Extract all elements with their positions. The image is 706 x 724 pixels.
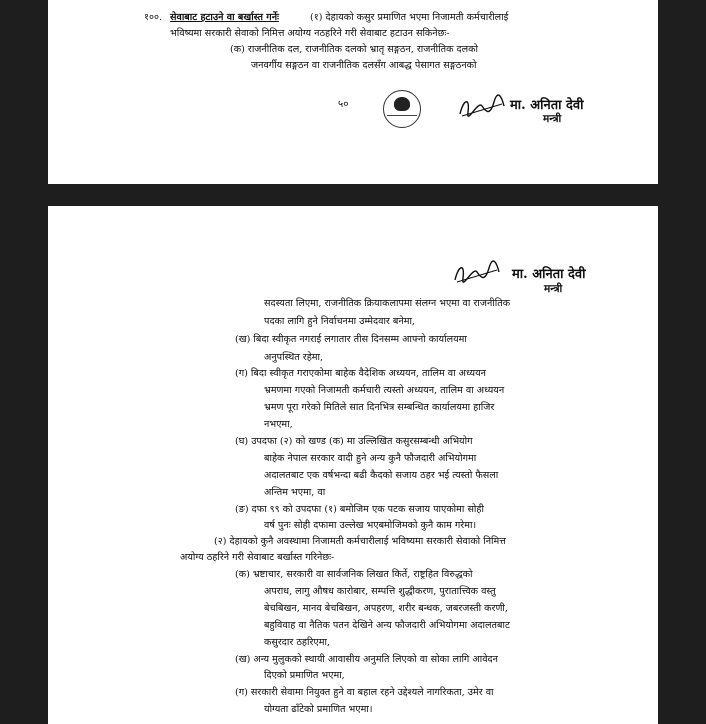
section-number: १००. bbox=[144, 12, 163, 23]
text-line: पदका लागि हुने निर्वाचनमा उम्मेदवार बनेमा, bbox=[264, 316, 415, 327]
text-line: अयोग्य ठहरिने गरी सेवाबाट बर्खास्त गरिनेछः- bbox=[180, 552, 335, 563]
signatory-title: मन्त्री bbox=[544, 283, 563, 295]
text-line: भविष्यमा सरकारी सेवाको निमित्त अयोग्य नठहरिने गरी सेवाबाट हटाउन सकिनेछः- bbox=[170, 28, 450, 39]
text-line: (क) भ्रष्टाचार, सरकारी वा सार्वजनिक लिखत किर्ते, राष्ट्रहित विरुद्धको bbox=[235, 569, 473, 580]
text-line: (२) देहायको कुनै अवस्थामा निजामती कर्मचारीलाई भविष्यमा सरकारी सेवाको निमित्त bbox=[214, 536, 506, 547]
text-line: वर्ष पुनः सोही दफामा उल्लेख भएबमोजिमको कुनै काम गरेमा। bbox=[264, 520, 477, 531]
text-line: अनुपस्थित रहेमा, bbox=[264, 352, 324, 363]
text-line: (ख) अन्य मुलुकको स्थायी आवासीय अनुमति लिएको वा सोका लागि आवेदन bbox=[235, 654, 498, 665]
document-page-1 bbox=[48, 0, 658, 184]
text-line: भ्रमणमा गएको निजामती कर्मचारी त्यस्तो अध्ययन, तालिम वा अध्ययन bbox=[264, 385, 505, 396]
text-line: (घ) उपदफा (२) को खण्ड (क) मा उल्लिखित कसुरसम्बन्धी अभियोग bbox=[235, 436, 473, 447]
signatory-title: मन्त्री bbox=[543, 113, 562, 125]
text-line: योग्यता ढाँटेको प्रमाणित भएमा। bbox=[264, 704, 373, 715]
text-line: (ख) बिदा स्वीकृत नगराई लगातार तीस दिनसम्म आफ्नो कार्यालयमा bbox=[235, 334, 467, 345]
section-heading: सेवाबाट हटाउने वा बर्खास्त गर्नेः bbox=[170, 12, 279, 23]
text-line: बेचबिखन, मानव बेचबिखन, अपहरण, शरीर बन्धक, जबरजस्ती करणी, bbox=[264, 603, 508, 614]
text-line: (क) राजनीतिक दल, राजनीतिक दलको भ्रातृ सङ्गठन, राजनीतिक दलको bbox=[230, 44, 478, 55]
signature-scribble-icon bbox=[456, 92, 508, 122]
text-line: कसुरदार ठहरिएमा, bbox=[264, 637, 330, 648]
document-page-2 bbox=[48, 206, 658, 724]
signatory-name: मा. अनिता देवी bbox=[510, 98, 584, 113]
text-line: अपराध, लागु औषध कारोबार, सम्पत्ति शुद्धीकरण, पुरातात्त्विक वस्तु bbox=[264, 586, 496, 597]
official-seal-icon bbox=[383, 90, 421, 128]
text-line: नभएमा, bbox=[264, 419, 293, 430]
signature-scribble-icon bbox=[451, 258, 503, 288]
text-line: (ग) बिदा स्वीकृत गराएकोमा बाहेक वैदेशिक अध्ययन, तालिम वा अध्ययन bbox=[235, 368, 487, 379]
page-number: ५० bbox=[338, 99, 349, 110]
text-line: अन्तिम भएमा, वा bbox=[264, 487, 326, 498]
text-line: दिएको प्रमाणित भएमा, bbox=[264, 670, 345, 681]
text-line: जनवर्गीय सङ्गठन वा राजनीतिक दलसँग आबद्ध पेसागत सङ्गठनको bbox=[251, 60, 477, 71]
signatory-name: मा. अनिता देवी bbox=[512, 267, 586, 282]
text-line: बाहेक नेपाल सरकार वादी हुने अन्य कुनै फौजदारी अभियोगमा bbox=[264, 453, 477, 464]
text-line: बहुविवाह वा नैतिक पतन देखिने अन्य फौजदारी अभियोगमा अदालतबाट bbox=[264, 620, 510, 631]
text-line: (ग) सरकारी सेवामा नियुक्त हुने वा बहाल रहने उद्देश्यले नागरिकता, उमेर वा bbox=[235, 687, 494, 698]
text-line: (ङ) दफा ९९ को उपदफा (१) बमोजिम एक पटक सजाय पाएकोमा सोही bbox=[235, 504, 484, 515]
text-line: सदस्यता लिएमा, राजनीतिक क्रियाकलापमा संलग्न भएमा वा राजनीतिक bbox=[264, 298, 511, 309]
text-line: भ्रमण पूरा गरेको मितिले सात दिनभित्र सम्बन्धित कार्यालयमा हाजिर bbox=[264, 402, 495, 413]
text-line: अदालतबाट एक वर्षभन्दा बढी कैदको सजाय ठहर भई त्यस्तो फैसला bbox=[264, 470, 499, 481]
text-line: (१) देहायको कसुर प्रमाणित भएमा निजामती कर्मचारीलाई bbox=[310, 12, 509, 23]
